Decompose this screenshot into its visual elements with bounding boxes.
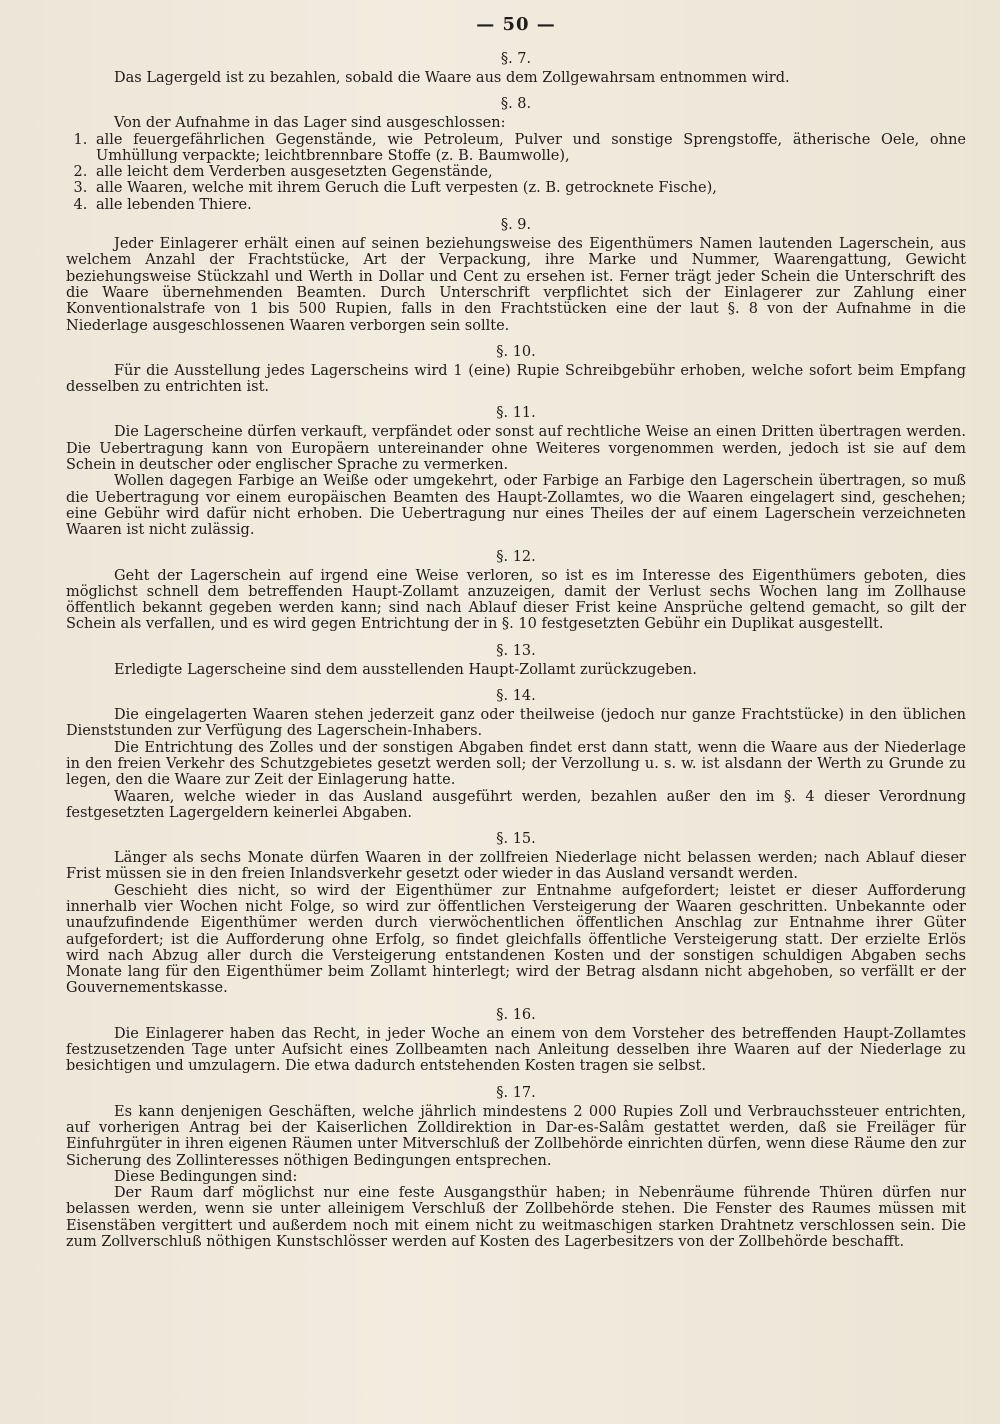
list-item: 4. alle lebenden Thiere.	[92, 197, 966, 213]
section-heading: §. 17.	[496, 1084, 536, 1101]
paragraph: Von der Aufnahme in das Lager sind ausgeschlossen:	[114, 115, 506, 132]
exclusion-list	[66, 132, 966, 213]
section-7	[66, 49, 966, 86]
section-heading: §. 8.	[500, 96, 532, 113]
section-heading: §. 10.	[496, 343, 536, 360]
section-8	[66, 94, 966, 213]
paragraph: Für die Ausstellung jedes Lagerscheins wird 1 (eine) Rupie Schreibgebühr erhoben, welche sofort beim Empfang desselben zu entrichten ist.	[66, 362, 966, 396]
section-heading: §. 13.	[496, 642, 536, 659]
section-heading: §. 9.	[500, 217, 532, 234]
paragraph: Das Lagergeld ist zu bezahlen, sobald die Waare aus dem Zollgewahrsam entnommen wird.	[114, 70, 790, 86]
section-11	[66, 403, 966, 538]
paragraph: Die Einlagerer haben das Recht, in jeder Woche an einem von dem Vorsteher des betreffenden Haupt-Zollamtes festzusetzenden Tage unter Aufsicht eines Zollbeamten nach Anleitung desselben ihre Waaren auf der Niederlage zu besichtigen und umzulagern. Die etwa dadurch entstehenden Kosten tragen sie selbst.	[66, 1025, 966, 1075]
paragraph: Diese Bedingungen sind:	[114, 1168, 298, 1185]
section-17	[66, 1083, 966, 1251]
section-10	[66, 342, 966, 396]
paragraph: Länger als sechs Monate dürfen Waaren in der zollfreien Niederlage nicht belassen werden; nach Ablauf dieser Frist müssen sie in den freien Inlandsverkehr gesetzt oder wieder in das Ausland versandt werden.	[66, 850, 966, 883]
section-9	[66, 215, 966, 334]
paragraph: Waaren, welche wieder in das Ausland ausgeführt werden, bezahlen außer den im §. 4 dieser Verordnung festgesetzten Lagergeldern keinerlei Abgaben.	[66, 788, 966, 821]
list-item: 2. alle leicht dem Verderben ausgesetzten Gegenstände,	[92, 164, 966, 180]
paragraph: Jeder Einlagerer erhält einen auf seinen beziehungsweise des Eigenthümers Namen lautenden Lagerschein, aus welchem Anzahl der Frachtstücke, Art der Verpackung, ihre Marke und Nummer, Waarengattung, Gewicht beziehungsweise Stückzahl und Werth in Dollar und Cent zu ersehen ist. Ferner trägt jeder Schein die Unterschrift des die Waare übernehmenden Beamten. Durch Unterschrift verpflichtet sich der Einlagerer zur Zahlung einer Konventionalstrafe von 1 bis 500 Rupien, falls in den Frachtstücken eine der laut §. 8 von der Aufnahme in die Niederlage ausgeschlossenen Waaren verborgen sein sollte.	[66, 236, 966, 334]
section-heading: §. 14.	[496, 688, 536, 705]
paragraph: Der Raum darf möglichst nur eine feste Ausgangsthür haben; in Nebenräume führende Thüren dürfen nur belassen werden, wenn sie unter alleinigem Verschluß der Zollbehörde stehen. Die Fenster des Raumes müssen mit Eisenstäben vergittert und außerdem noch mit einem nicht zu weitmaschigen starken Drahtnetz verschlossen sein. Die zum Zollverschluß nöthigen Kunstschlösser werden auf Kosten des Lagerbesitzers von der Zollbehörde beschafft.	[66, 1185, 966, 1251]
paragraph: Geschieht dies nicht, so wird der Eigenthümer zur Entnahme aufgefordert; leistet er dieser Aufforderung innerhalb vier Wochen nicht Folge, so wird zur öffentlichen Versteigerung der Waaren geschritten. Unbekannte oder unaufzufindende Eigenthümer werden durch vierwöchentlichen öffentlichen Anschlag zur Entnahme ihrer Güter aufgefordert; ist die Aufforderung ohne Erfolg, so findet gleichfalls öffentliche Versteigerung statt. Der erzielte Erlös wird nach Abzug aller durch die Versteigerung entstandenen Kosten und der sonstigen schuldigen Abgaben sechs Monate lang für den Eigenthümer beim Zollamt hinterlegt; wird der Betrag alsdann nicht abgehoben, so verfällt er der Gouvernementskasse.	[66, 882, 966, 997]
paragraph: Die Lagerscheine dürfen verkauft, verpfändet oder sonst auf rechtliche Weise an einen Dritten übertragen werden. Die Uebertragung kann von Europäern untereinander ohne Weiteres vorgenommen werden, jedoch ist sie auf dem Schein in deutscher oder englischer Sprache zu vermerken.	[66, 424, 966, 474]
section-heading: §. 11.	[496, 405, 536, 422]
paragraph: Wollen dagegen Farbige an Weiße oder umgekehrt, oder Farbige an Farbige den Lagerschein übertragen, so muß die Uebertragung vor einem europäischen Beamten des Haupt-Zollamtes, wo die Waaren eingelagert sind, geschehen; eine Gebühr wird dafür nicht erhoben. Die Uebertragung nur eines Theiles der auf einem Lagerschein verzeichneten Waaren ist nicht zulässig.	[66, 473, 966, 539]
section-16	[66, 1005, 966, 1075]
list-item: 3. alle Waaren, welche mit ihrem Geruch die Luft verpesten (z. B. getrocknete Fische),	[92, 180, 966, 196]
page-number: — 50 —	[476, 14, 556, 35]
paragraph: Erledigte Lagerscheine sind dem ausstellenden Haupt-Zollamt zurückzugeben.	[114, 661, 697, 678]
section-15	[66, 829, 966, 997]
section-14	[66, 686, 966, 821]
section-heading: §. 12.	[496, 548, 536, 565]
list-item: 1. alle feuergefährlichen Gegenstände, wie Petroleum, Pulver und sonstige Sprengstoffe, ätherische Oele, ohne Umhüllung verpackte; leichtbrennbare Stoffe (z. B. Baumwolle),	[92, 132, 966, 165]
section-13	[66, 641, 966, 678]
section-heading: §. 7.	[500, 51, 532, 67]
paragraph: Die Entrichtung des Zolles und der sonstigen Abgaben findet erst dann statt, wenn die Waare aus der Niederlage in den freien Verkehr des Schutzgebietes gesetzt werden soll; der Verzollung u. s. w. ist alsdann der Werth zu Grunde zu legen, den die Waare zur Zeit der Einlagerung hatte.	[66, 739, 966, 789]
paragraph: Es kann denjenigen Geschäften, welche jährlich mindestens 2 000 Rupies Zoll und Verbrauchssteuer entrichten, auf vorherigen Antrag bei der Kaiserlichen Zolldirektion in Dar-es-Salâm gestattet werden, daß sie Freiläger für Einfuhrgüter in ihren eigenen Räumen unter Mitverschluß der Zollbehörde einrichten dürfen, wenn diese Räume den zur Sicherung des Zollinteresses nöthigen Bedingungen entsprechen.	[66, 1103, 966, 1169]
paragraph: Geht der Lagerschein auf irgend eine Weise verloren, so ist es im Interesse des Eigenthümers geboten, dies möglichst schnell dem betreffenden Haupt-Zollamt anzuzeigen, damit der Verlust sechs Wochen lang im Zollhause öffentlich bekannt gegeben werden kann; sind nach Ablauf dieser Frist keine Ansprüche geltend gemacht, so gilt der Schein als verfallen, und es wird gegen Entrichtung der in §. 10 festgesetzten Gebühr ein Duplikat ausgestellt.	[66, 567, 966, 633]
section-heading: §. 15.	[496, 831, 536, 848]
section-heading: §. 16.	[496, 1006, 536, 1023]
paragraph: Die eingelagerten Waaren stehen jederzeit ganz oder theilweise (jedoch nur ganze Frachtstücke) in den üblichen Dienststunden zur Verfügung des Lagerschein-Inhabers.	[66, 707, 966, 740]
section-12	[66, 547, 966, 633]
